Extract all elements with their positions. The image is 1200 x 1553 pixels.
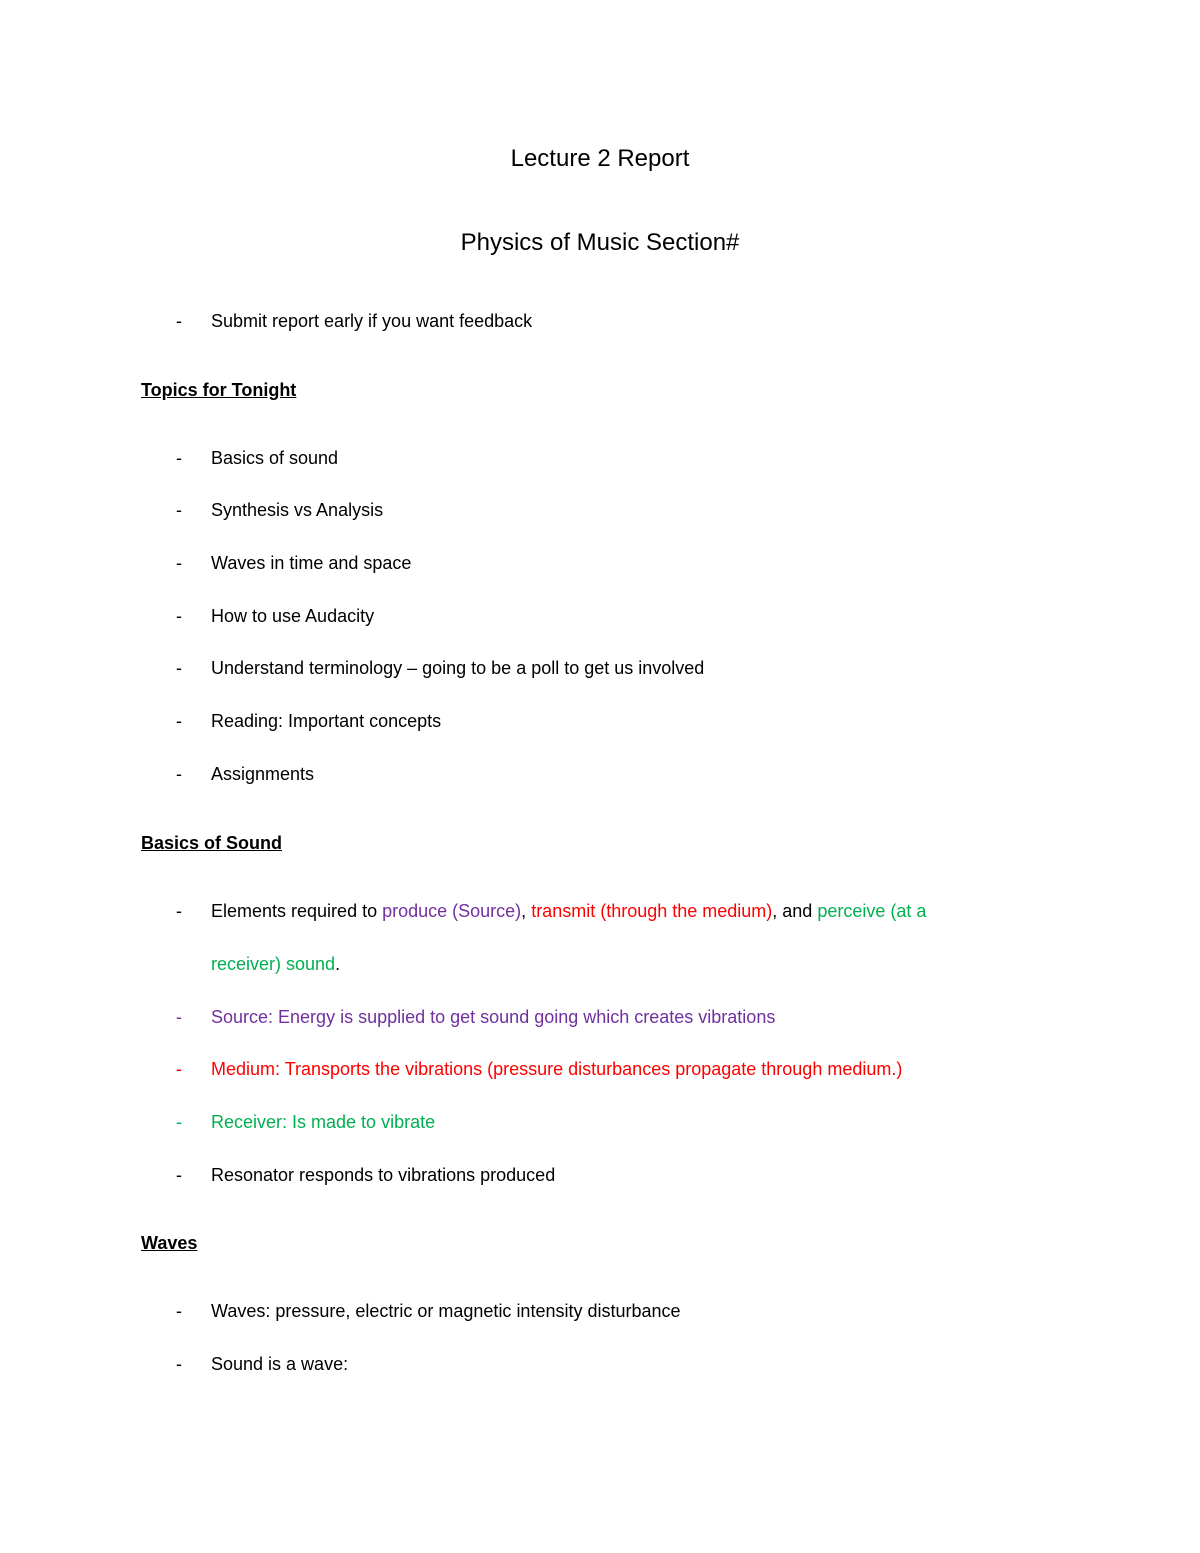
bullet-dash: - xyxy=(176,500,182,520)
list-item-text: How to use Audacity xyxy=(211,606,375,626)
bullet-dash: - xyxy=(176,1354,182,1374)
list-item-text: Waves: pressure, electric or magnetic intensity disturbance xyxy=(211,1301,681,1321)
bullet-dash: - xyxy=(176,1165,182,1185)
bullet-dash: - xyxy=(176,1112,182,1132)
bullet-dash: - xyxy=(176,553,182,573)
bullet-dash: - xyxy=(176,606,182,626)
resonator-text: Resonator responds to vibrations produced xyxy=(211,1165,556,1185)
source-text: Source: Energy is supplied to get sound going which creates vibrations xyxy=(211,1007,776,1027)
bullet-dash: - xyxy=(176,658,182,678)
list-item-text: Submit report early if you want feedback xyxy=(211,311,533,331)
bullet-dash: - xyxy=(176,764,182,784)
comma-text: , xyxy=(521,901,532,921)
list-item-text: Basics of sound xyxy=(211,448,339,468)
bullet-dash: - xyxy=(176,901,182,921)
list-item-text: Understand terminology – going to be a poll to get us involved xyxy=(211,658,705,678)
section-heading-topics: Topics for Tonight xyxy=(141,380,297,400)
bullet-dash: - xyxy=(176,311,182,331)
period-text: . xyxy=(335,954,341,974)
list-item-text: Sound is a wave: xyxy=(211,1354,349,1374)
bullet-dash: - xyxy=(176,711,182,731)
section-heading-waves: Waves xyxy=(141,1233,198,1253)
section-heading-basics: Basics of Sound xyxy=(141,833,283,853)
list-item-text: Reading: Important concepts xyxy=(211,711,442,731)
bullet-dash: - xyxy=(176,1301,182,1321)
produce-text: produce (Source) xyxy=(382,901,522,921)
bullet-dash: - xyxy=(176,1007,182,1027)
list-item-continuation xyxy=(211,952,340,976)
document-title: Lecture 2 Report xyxy=(510,145,690,172)
receiver-text: Receiver: Is made to vibrate xyxy=(211,1112,436,1132)
list-item-text: Synthesis vs Analysis xyxy=(211,500,384,520)
elements-text: Elements required to xyxy=(211,901,383,921)
medium-text: Medium: Transports the vibrations (pressure disturbances propagate through medium.) xyxy=(211,1059,903,1079)
perceive-text: perceive (at a xyxy=(817,901,927,921)
document-subtitle: Physics of Music Section# xyxy=(460,229,740,256)
and-text: , and xyxy=(772,901,818,921)
transmit-text: transmit (through the medium) xyxy=(531,901,773,921)
receiver-sound-text: receiver) sound xyxy=(211,954,336,974)
list-item-text: Waves in time and space xyxy=(211,553,412,573)
bullet-dash: - xyxy=(176,1059,182,1079)
list-item-text: Assignments xyxy=(211,764,315,784)
bullet-dash: - xyxy=(176,448,182,468)
list-item-text xyxy=(211,899,926,923)
